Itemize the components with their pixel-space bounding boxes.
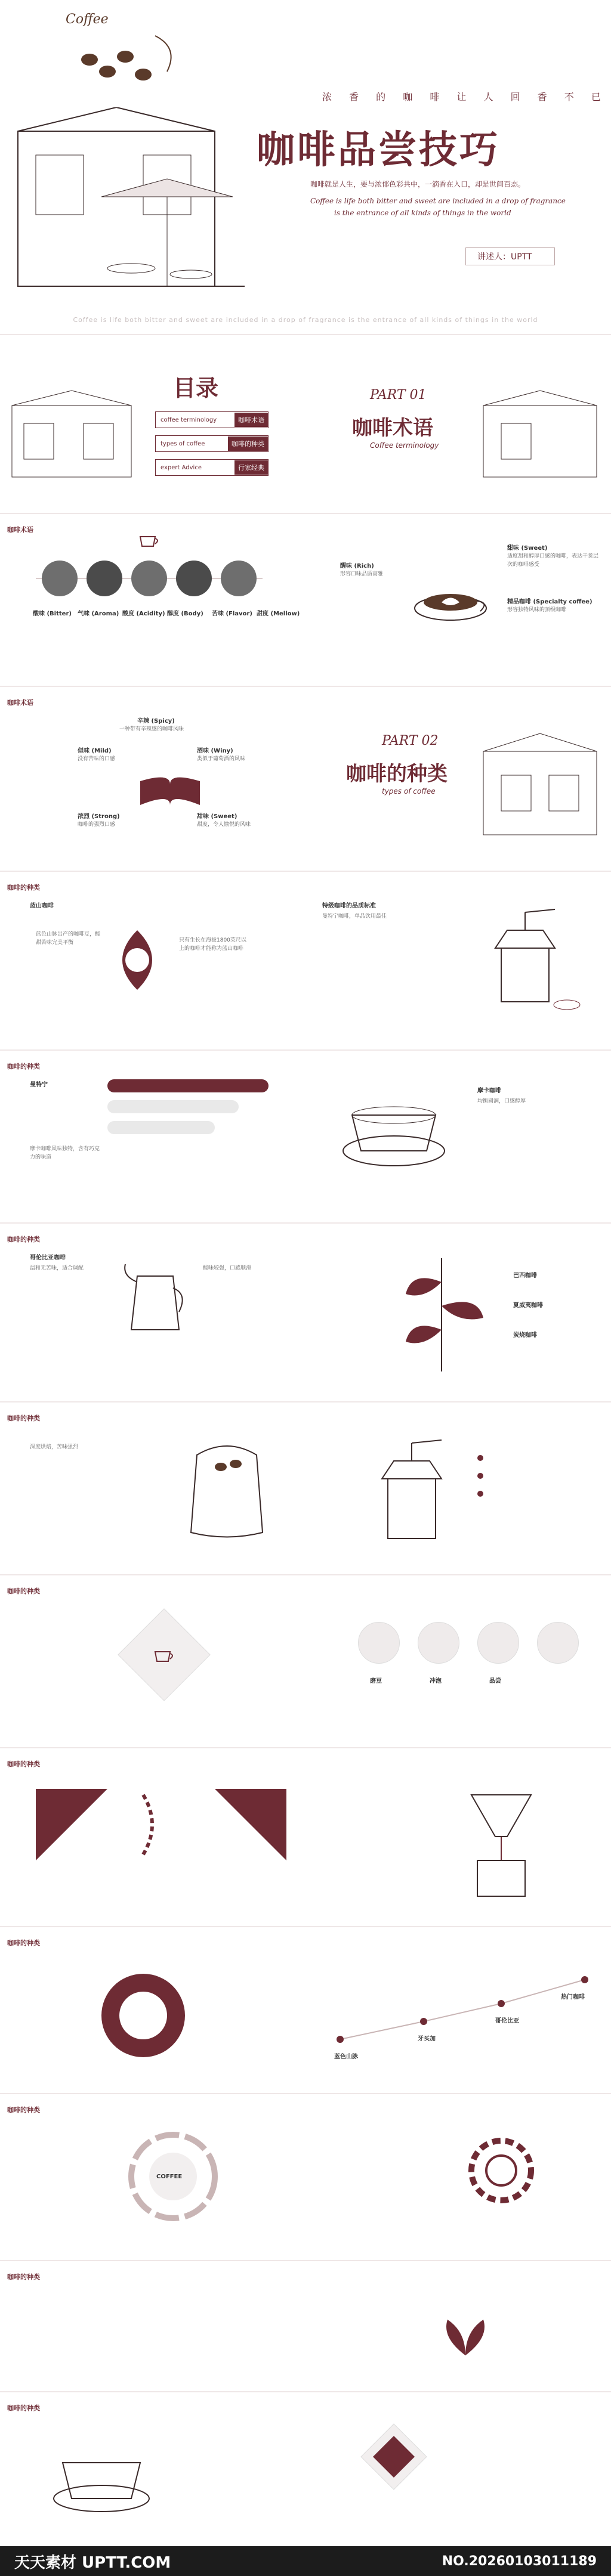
footer-id: NO.20260103011189	[442, 2553, 597, 2569]
section-tag: 咖啡的种类	[7, 884, 40, 891]
divider	[0, 334, 611, 335]
timeline-point: 热门咖啡	[561, 1994, 585, 2001]
final-slide-2	[0, 2397, 611, 2540]
toc-item-en: expert Advice	[161, 464, 202, 471]
progress-bar	[107, 1121, 215, 1134]
section-tag: 咖啡的种类	[7, 2106, 40, 2114]
term-right-desc: 适度甜和醇厚口感的咖啡，表达干货层次的咖啡感受	[507, 553, 599, 568]
term2-title: 酒味 (Winy)	[197, 748, 233, 754]
timeline-point: 蓝色山脉	[334, 2054, 358, 2060]
type-desc: 温和无苦味，适合调配	[30, 1265, 84, 1271]
type-title: 摩卡咖啡	[477, 1088, 501, 1094]
cafe-small-illustration	[6, 388, 149, 489]
toc-item-cn: 行家经典	[234, 460, 268, 475]
term2-title: 浓烈 (Strong)	[78, 813, 120, 820]
cafe-small-illustration-right	[477, 388, 603, 489]
coffee-bean-sack-illustration	[179, 1431, 274, 1544]
hero-line-en-2: is the entrance of all kinds of things in the world	[334, 209, 511, 217]
type-desc: 酸味较强，口感顺滑	[203, 1265, 252, 1271]
brewing-slide-2	[0, 1753, 611, 1920]
type-desc: 只有生长在海拔1800英尺以上的咖啡才能称为蓝山咖啡	[179, 937, 246, 952]
section-tag: 咖啡的种类	[7, 1236, 40, 1243]
term-circle	[176, 561, 212, 596]
part01-label: PART 01	[370, 388, 427, 402]
term-label: 气味 (Aroma)	[78, 611, 119, 617]
lotus-decor	[430, 2302, 501, 2361]
pour-over-illustration	[453, 1777, 549, 1902]
type-title: 巴西咖啡	[513, 1272, 537, 1279]
terms-slide	[0, 519, 611, 680]
section-tag: 咖啡术语	[7, 526, 33, 534]
section-tag: 咖啡的种类	[7, 1760, 40, 1768]
term2-desc: 一种带有辛辣感的咖啡风味	[119, 726, 184, 732]
coffee-cup-sketch	[334, 1079, 453, 1181]
type-title: 炭烧咖啡	[513, 1332, 537, 1339]
diamond-decor	[358, 2421, 430, 2493]
divider	[0, 2260, 611, 2261]
watermark-footer	[0, 2546, 611, 2576]
toc-slide	[0, 346, 611, 507]
cycle-slide	[0, 2099, 611, 2254]
hero-slide	[0, 0, 611, 334]
coffee-beans-illustration	[66, 24, 185, 89]
divider	[0, 1401, 611, 1402]
cycle-center: COFFEE	[156, 2174, 183, 2180]
type-title: 特级咖啡的品质标准	[322, 903, 376, 909]
section-tag: 咖啡的种类	[7, 2404, 40, 2412]
drop-shape-icon	[101, 924, 173, 996]
cafe-sketch-illustration	[12, 107, 251, 304]
type-desc: 深度烘焙，苦味强烈	[30, 1444, 79, 1450]
part01-subtitle: Coffee terminology	[370, 441, 439, 450]
type-desc: 摩卡咖啡风味独特，含有巧克力的味道	[30, 1146, 100, 1160]
progress-bar	[107, 1079, 269, 1092]
type-desc: 蓝色山脉出产的咖啡豆，酸甜苦味完美平衡	[36, 931, 101, 946]
open-book-icon	[137, 775, 203, 811]
cafe-illustration-right	[477, 727, 603, 847]
divider	[0, 1049, 611, 1051]
divider	[0, 871, 611, 872]
divider	[0, 1747, 611, 1748]
part02-subtitle: types of coffee	[382, 787, 436, 795]
type-title: 哥伦比亚咖啡	[30, 1255, 66, 1261]
step-label: 磨豆	[370, 1678, 382, 1685]
section-tag: 咖啡的种类	[7, 2273, 40, 2281]
term-right-title: 精品咖啡 (Specialty coffee)	[507, 599, 593, 605]
section-tag: 咖啡术语	[7, 699, 33, 707]
hero-title: 咖啡品尝技巧	[257, 128, 500, 172]
term-label: 甜度 (Mellow)	[257, 611, 300, 617]
bullet-dot	[477, 1491, 483, 1497]
toc-item-cn: 咖啡的种类	[228, 436, 268, 451]
term2-desc: 没有苦味的口感	[78, 756, 116, 762]
rising-timeline	[334, 1968, 597, 2051]
hero-line-en-1: Coffee is life both bitter and sweet are included in a drop of fragrance	[310, 197, 566, 205]
term-label: 苦味 (Flavor)	[212, 611, 252, 617]
divider	[0, 1926, 611, 1927]
step-label: 冲泡	[430, 1678, 442, 1685]
term2-desc: 咖啡的强烈口感	[78, 822, 116, 828]
term-label: 酸味 (Bitter)	[33, 611, 72, 617]
term-right-desc: 形容口味品质高雅	[340, 571, 384, 577]
toc-item-types[interactable]	[155, 435, 269, 452]
toc-item-cn: 咖啡术语	[234, 413, 268, 427]
section-tag: 咖啡的种类	[7, 1939, 40, 1947]
circle-diagram	[95, 1968, 191, 2063]
step-label: 品尝	[489, 1678, 501, 1685]
part01-title: 咖啡术语	[352, 416, 433, 440]
type-title: 蓝山咖啡	[30, 903, 54, 909]
step-bubble	[477, 1622, 519, 1664]
hero-scroll-text: Coffee is life both bitter and sweet are included in a drop of fragrance is the entrance of all kinds of things in the world	[73, 316, 538, 324]
term2-desc: 甜度，令人愉悦的风味	[197, 822, 251, 828]
types-slide-2	[0, 1055, 611, 1216]
divider	[0, 1574, 611, 1575]
types-slide-3	[0, 1228, 611, 1395]
footer-brand: 天天素材 UPTT.COM	[14, 2553, 171, 2572]
type-title: 夏威夷咖啡	[513, 1302, 543, 1309]
step-bubble	[358, 1622, 400, 1664]
hero-line-cn: 咖啡就是人生，要与浓郁色彩共中，一滴香在入口，却是世间百态。	[310, 180, 526, 188]
coffee-plant-illustration	[388, 1246, 495, 1377]
types-slide-1	[0, 877, 611, 1044]
type-title: 曼特宁	[30, 1082, 48, 1088]
term2-title: 似味 (Mild)	[78, 748, 112, 754]
coffee-cup-sketch	[48, 2433, 155, 2522]
progress-bar	[107, 1100, 239, 1113]
divider	[0, 513, 611, 514]
coffee-grinder-icon	[370, 1431, 453, 1550]
term2-title: 辛辣 (Spicy)	[137, 718, 175, 724]
term2-desc: 类似于葡萄酒的风味	[197, 756, 246, 762]
toc-item-en: coffee terminology	[161, 416, 217, 423]
toc-item-terminology[interactable]	[155, 411, 269, 428]
toc-item-advice[interactable]	[155, 459, 269, 476]
timeline-slide	[0, 1932, 611, 2087]
toc-title: 目录	[173, 375, 219, 401]
divider	[0, 1222, 611, 1224]
timeline-point: 牙买加	[418, 2036, 436, 2042]
brewing-slide	[0, 1580, 611, 1741]
coffee-cup-icon	[152, 1646, 176, 1664]
term2-title: 甜味 (Sweet)	[197, 813, 237, 820]
divider	[0, 2093, 611, 2094]
step-bubble	[418, 1622, 459, 1664]
bullet-dot	[477, 1473, 483, 1479]
bullet-dot	[477, 1455, 483, 1461]
type-desc: 均衡圆润，口感醇厚	[477, 1098, 526, 1104]
term-circle	[42, 561, 78, 596]
term-right-title: 甜味 (Sweet)	[507, 545, 548, 552]
divider	[0, 2391, 611, 2392]
type-desc: 曼特宁咖啡，单品饮用最佳	[322, 914, 387, 919]
step-bubble	[537, 1622, 579, 1664]
gear-icon	[459, 2129, 543, 2212]
term-right-desc: 形容独特风味的顶级咖啡	[507, 607, 567, 613]
term-circle	[87, 561, 122, 596]
section-tag: 咖啡的种类	[7, 1063, 40, 1070]
hero-subtitle: 浓 香 的 咖 啡 让 人 回 香 不 已	[322, 91, 608, 103]
coffee-pot-icon	[119, 1252, 191, 1342]
timeline-point: 哥伦比亚	[495, 2018, 519, 2024]
triangle-decor	[36, 1789, 286, 1860]
term-label: 酸度 (Acidity)	[122, 611, 165, 617]
divider	[0, 686, 611, 687]
author-label: 讲述人：UPTT	[477, 252, 532, 262]
term-circle	[131, 561, 167, 596]
coffee-grinder-icon	[477, 900, 585, 1020]
section-tag: 咖啡的种类	[7, 1587, 40, 1595]
toc-item-en: types of coffee	[161, 440, 205, 447]
latte-art-cup-illustration	[406, 555, 495, 638]
section-tag: 咖啡的种类	[7, 1414, 40, 1422]
term-right-title: 醒味 (Rich)	[340, 563, 374, 569]
term-label: 醇度 (Body)	[167, 611, 203, 617]
brand-badge: Coffee	[66, 12, 109, 27]
term-circle	[221, 561, 257, 596]
final-slide-1	[0, 2266, 611, 2385]
terms2-slide	[0, 692, 611, 865]
part02-label: PART 02	[382, 733, 439, 748]
coffee-cup-icon	[137, 531, 161, 549]
part02-title: 咖啡的种类	[346, 762, 448, 786]
types-slide-4	[0, 1407, 611, 1568]
